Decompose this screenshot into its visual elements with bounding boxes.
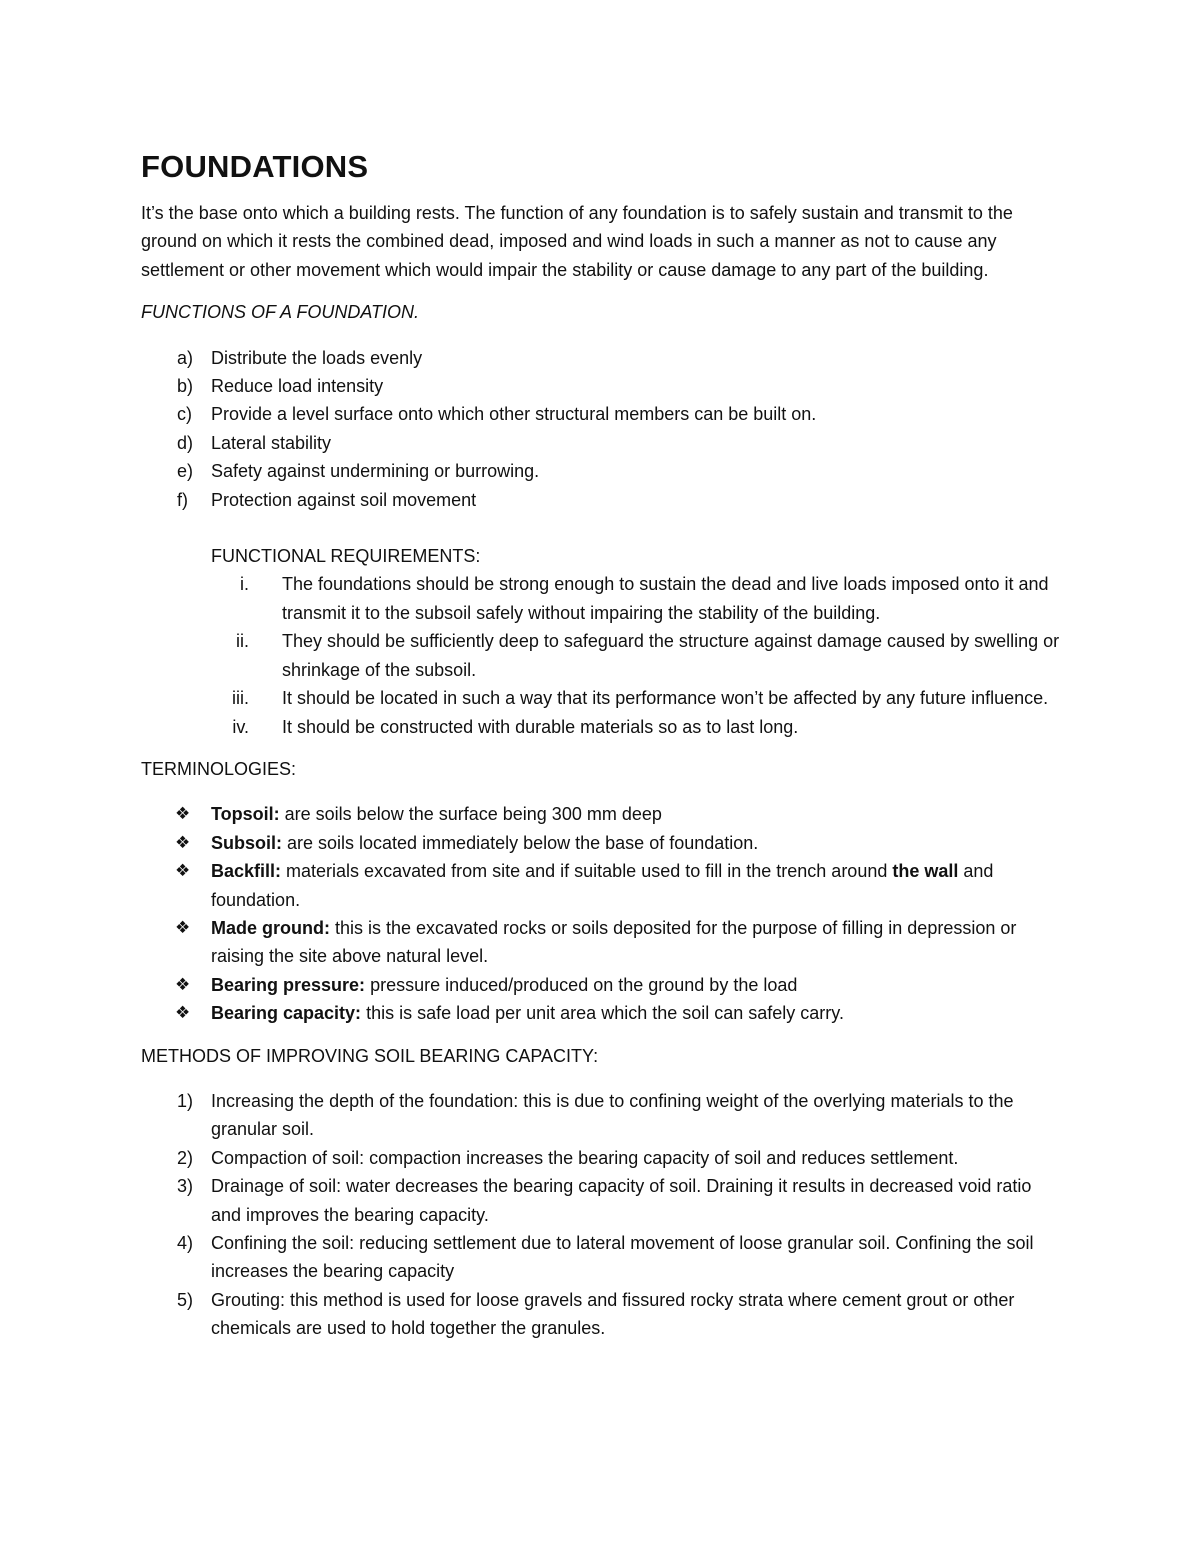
list-item-text: Compaction of soil: compaction increases the bearing capacity of soil and reduces settlement. [211,1147,959,1168]
list-item [141,627,1061,684]
diamond-bullet-icon: ❖ [175,832,191,852]
list-item [141,1144,1061,1172]
diamond-bullet-icon: ❖ [175,861,191,881]
list-marker: 3) [177,1176,194,1197]
term-label: Topsoil: [211,804,280,825]
list-item-text: They should be sufficiently deep to safeguard the structure against damage caused by swelling or shrinkage of the subsoil. [282,631,1060,680]
list-marker: 4) [177,1233,194,1253]
list-item [141,457,1061,485]
methods-heading: METHODS OF IMPROVING SOIL BEARING CAPACITY: [141,1045,599,1066]
list-item-text: Grouting: this method is used for loose gravels and fissured rocky strata where cement grout or other chemicals are used to hold together the granules. [211,1289,1015,1339]
list-item [141,914,1061,971]
list-item-text: Confining the soil: reducing settlement due to lateral movement of loose granular soil. Confining the soil increases the bearing capacity [211,1233,1034,1282]
list-marker: i. [240,574,249,595]
diamond-bullet-icon: ❖ [175,1003,191,1023]
list-item [141,1172,1061,1229]
list-item-text: Drainage of soil: water decreases the bearing capacity of soil. Draining it results in decreased void ratio and improves the bearing capacity. [211,1176,1032,1225]
list-item [141,999,1061,1027]
diamond-bullet-icon: ❖ [175,974,191,994]
term-definition: are soils below the surface being 300 mm deep [279,804,662,825]
list-marker: b) [177,376,194,397]
list-item [141,429,1061,457]
list-item [141,971,1061,999]
functions-list [141,344,1061,514]
list-item [141,400,1061,428]
list-item [141,857,1061,914]
list-item-text: It should be located in such a way that its performance won’t be affected by any future influence. [282,688,1049,709]
list-marker: d) [177,432,194,453]
list-marker: a) [177,347,194,368]
term-definition: this is the excavated rocks or soils deposited for the purpose of filling in depression or raising the site above natural level. [211,917,1017,967]
methods-list [141,1087,1061,1343]
list-marker: iv. [232,716,249,737]
list-marker: 1) [177,1090,194,1111]
requirements-list [141,570,1061,740]
list-item-text: Lateral stability [211,432,332,453]
term-label: Made ground: [211,917,330,938]
list-marker: 5) [177,1289,194,1310]
list-item [141,684,1061,712]
diamond-bullet-icon: ❖ [175,804,191,824]
terminologies-heading: TERMINOLOGIES: [141,758,297,779]
list-item [141,1286,1061,1343]
term-label: Subsoil: [211,832,282,853]
list-marker: e) [177,461,194,482]
list-item-text: It should be constructed with durable materials so as to last long. [282,716,799,737]
term-bold-phrase: the wall [892,861,959,882]
list-item-text: Provide a level surface onto which other structural members can be built on. [211,404,817,425]
diamond-bullet-icon: ❖ [175,917,191,937]
functions-heading: FUNCTIONS OF A FOUNDATION. [141,302,419,323]
term-definition: this is safe load per unit area which the soil can safely carry. [361,1003,844,1024]
list-item [141,713,1061,741]
list-item-text: Protection against soil movement [211,489,477,510]
list-item [141,344,1061,372]
list-marker: c) [177,404,192,425]
list-item [141,570,1061,627]
list-item [141,829,1061,857]
document-content [141,148,1061,1343]
page-title: FOUNDATIONS [141,149,369,184]
list-item [141,372,1061,400]
list-marker: iii. [232,688,249,709]
list-item-text: The foundations should be strong enough to sustain the dead and live loads imposed onto it and transmit it to the subsoil safely without impairing the stability of the building. [282,574,1049,623]
list-marker: ii. [236,631,249,652]
term-definition: materials excavated from site and if suitable used to fill in the trench around [281,861,893,882]
list-item-text: Increasing the depth of the foundation: this is due to confining weight of the overlying materials to the granular soil. [211,1090,1014,1140]
list-item [141,1229,1061,1286]
term-definition: are soils located immediately below the base of foundation. [282,832,759,853]
list-item-text: Safety against undermining or burrowing. [211,461,540,482]
term-label: Bearing capacity: [211,1003,362,1024]
intro-paragraph: It’s the base onto which a building rests. The function of any foundation is to safely sustain and transmit to the ground on which it rests the combined dead, imposed and wind loads in such a manner as not to cause any settlement or other movement which would impair the stability or cause damage to any part of the building. [141,203,1013,280]
list-item [141,486,1061,514]
list-item-text: Reduce load intensity [211,376,384,397]
list-item-text: Distribute the loads evenly [211,347,423,368]
list-marker: 2) [177,1147,194,1168]
term-definition-tail: and foundation. [211,861,994,910]
term-definition: pressure induced/produced on the ground by the load [365,974,798,995]
terminologies-list [141,800,1061,1027]
list-marker: f) [177,489,188,510]
list-item [141,800,1061,828]
list-item [141,1087,1061,1144]
term-label: Bearing pressure: [211,974,366,995]
term-label: Backfill: [211,861,282,882]
requirements-heading: FUNCTIONAL REQUIREMENTS: [211,546,481,567]
